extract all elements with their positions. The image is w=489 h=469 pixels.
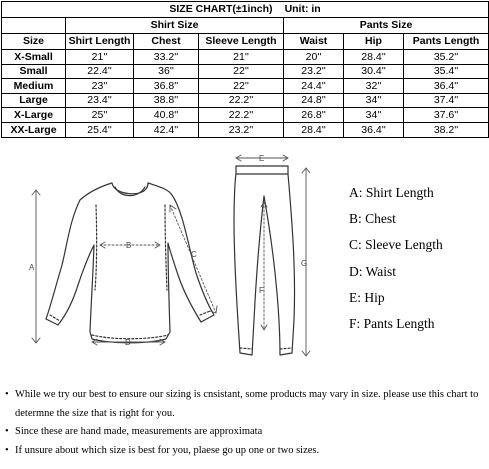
table-cell: 23.2'' — [199, 122, 284, 137]
group-header-blank — [2, 18, 66, 34]
table-cell: 23'' — [66, 79, 134, 94]
table-cell: 28.4'' — [344, 50, 404, 65]
note-item — [5, 442, 489, 461]
table-title — [2, 2, 489, 18]
table-cell: 24.4'' — [284, 79, 344, 94]
size-label: X-Small — [2, 50, 66, 65]
table-cell: 38.8'' — [134, 93, 199, 108]
column-header-row — [2, 34, 489, 50]
table-cell: 22.2'' — [199, 93, 284, 108]
col-header-size: Size — [2, 34, 66, 50]
bullet-icon: • — [5, 444, 9, 456]
table-cell: 34'' — [344, 108, 404, 123]
sizing-notes — [5, 386, 489, 460]
shirt-letter-a: A — [29, 263, 35, 272]
table-cell: 24.8'' — [284, 93, 344, 108]
size-label: Medium — [2, 79, 66, 94]
pants-letter-f: F — [259, 286, 264, 295]
table-cell: 23.4'' — [66, 93, 134, 108]
shirt-size-header: Shirt Size — [66, 18, 284, 34]
table-cell: 35.4'' — [404, 64, 489, 79]
table-cell: 28.4'' — [284, 122, 344, 137]
shirt-letter-c: C — [191, 250, 197, 259]
note-text: Since these are hand made, measurements are approximata — [15, 426, 263, 437]
table-cell: 21'' — [199, 50, 284, 65]
pants-left-cuff — [240, 348, 252, 349]
bullet-icon: • — [5, 426, 9, 437]
shirt-right-cuff — [200, 311, 210, 315]
col-header-waist: Waist — [284, 34, 344, 50]
col-header-chest: Chest — [134, 34, 199, 50]
table-title-row — [2, 2, 489, 18]
note-text: If unsure about which size is best for you, plaese go up one or two sizes. — [15, 444, 320, 456]
table-row — [2, 50, 489, 65]
table-cell: 21'' — [66, 50, 134, 65]
table-cell: 32'' — [344, 79, 404, 94]
table-cell: 23.2'' — [284, 64, 344, 79]
table-cell: 42.4'' — [134, 122, 199, 137]
table-cell: 25'' — [66, 108, 134, 123]
size-label: XX-Large — [2, 122, 66, 137]
table-row — [2, 64, 489, 79]
sleeve-length-arrow-top — [170, 205, 176, 212]
legend-item: C: Sleeve Length — [349, 237, 443, 253]
shirt-letter-d: D — [125, 338, 131, 347]
shirt-letter-b: B — [126, 241, 132, 250]
shirt-outline — [46, 183, 214, 343]
table-cell: 25.4'' — [66, 122, 134, 137]
pants-diagram — [222, 150, 322, 370]
legend-item: A: Shirt Length — [349, 185, 434, 200]
size-chart-table — [1, 1, 489, 138]
table-cell: 33.2'' — [134, 50, 199, 65]
col-header-hip: Hip — [344, 34, 404, 50]
table-cell: 22.2'' — [199, 108, 284, 123]
size-label: Small — [2, 64, 66, 79]
size-label: X-Large — [2, 108, 66, 123]
table-cell: 37.4'' — [404, 93, 489, 108]
shirt-left-seam — [95, 205, 97, 290]
unit-label: Unit: in — [284, 3, 321, 16]
group-header-row — [2, 18, 489, 34]
table-cell: 38.2'' — [404, 122, 489, 137]
shirt-right-seam — [165, 205, 167, 290]
table-cell: 30.4'' — [344, 64, 404, 79]
note-item — [5, 423, 489, 442]
sleeve-length-arrow — [170, 205, 216, 313]
table-row — [2, 108, 489, 123]
table-cell: 22'' — [199, 64, 284, 79]
table-row — [2, 93, 489, 108]
pants-right-cuff — [280, 348, 292, 349]
table-cell: 35.2'' — [404, 50, 489, 65]
legend-item: B: Chest — [349, 211, 396, 227]
table-row — [2, 122, 489, 137]
table-cell: 22.4'' — [66, 64, 134, 79]
table-cell: 34'' — [344, 93, 404, 108]
shirt-diagram — [20, 165, 225, 365]
table-cell: 20'' — [284, 50, 344, 65]
table-cell: 36.4'' — [344, 122, 404, 137]
col-header-shirt-length: Shirt Length — [66, 34, 134, 50]
table-cell: 36.4'' — [404, 79, 489, 94]
pants-letter-g: G — [301, 259, 308, 268]
table-cell: 36.8'' — [134, 79, 199, 94]
note-text: While we try our best to ensure our sizing is cnsistant, some products may vary in size. please use this chart to determne the size that is right for you. — [15, 389, 479, 419]
table-row — [2, 79, 489, 94]
table-cell: 37.6'' — [404, 108, 489, 123]
size-label: Large — [2, 93, 66, 108]
table-cell: 40.8'' — [134, 108, 199, 123]
table-cell: 26.8'' — [284, 108, 344, 123]
col-header-sleeve-length: Sleeve Length — [199, 34, 284, 50]
bullet-icon: • — [5, 389, 9, 400]
note-item — [5, 386, 489, 423]
pants-letter-e: E — [259, 154, 265, 163]
legend-item: D: Waist — [349, 263, 397, 279]
legend-item: E: Hip — [349, 289, 385, 305]
legend-item: F: Pants Length — [349, 315, 435, 331]
table-cell: 22'' — [199, 79, 284, 94]
measurement-legend — [349, 180, 489, 337]
col-header-pants-length: Pants Length — [404, 34, 489, 50]
shirt-left-cuff — [50, 315, 60, 321]
chart-title: SIZE CHART(±1inch) — [169, 3, 273, 16]
pants-size-header: Pants Size — [284, 18, 489, 34]
table-cell: 36'' — [134, 64, 199, 79]
